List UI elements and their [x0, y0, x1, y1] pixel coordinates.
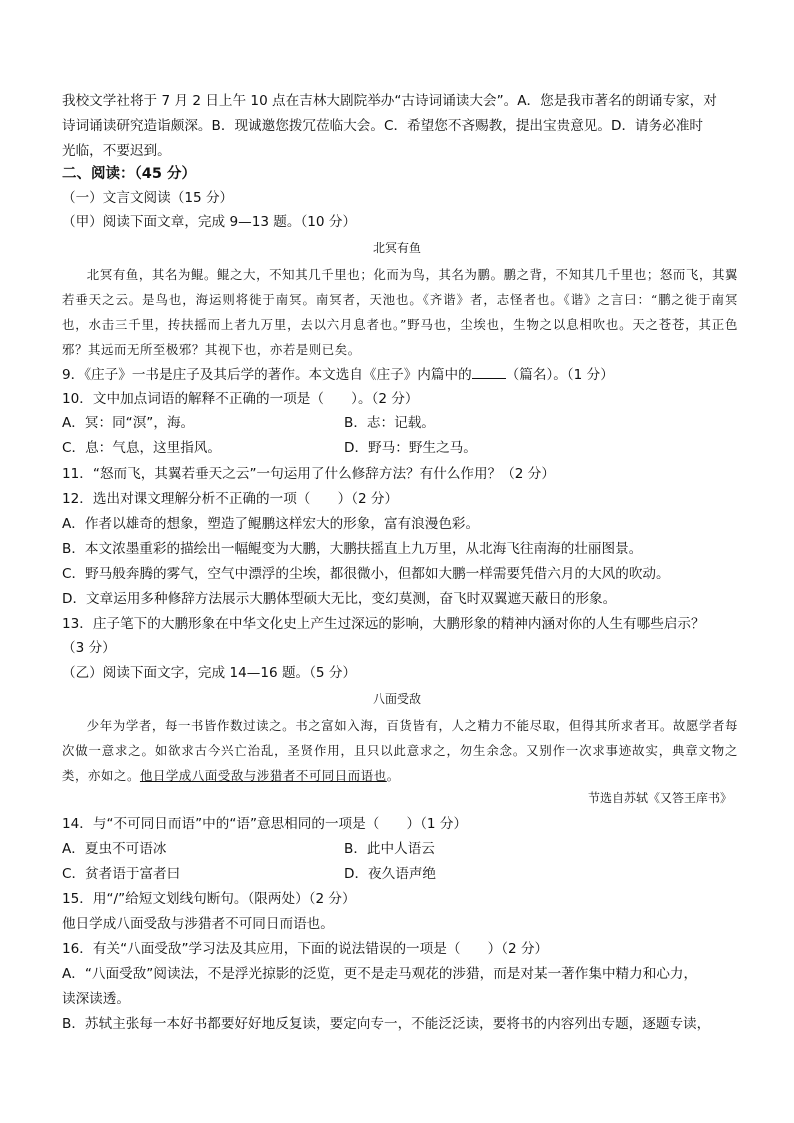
q10-option-b: B．志：记载。: [344, 415, 435, 431]
question-14: 14．与“不可同日而语”中的“语”意思相同的一项是（ ）（1 分）: [62, 816, 468, 832]
passage-title-beiming: 北冥有鱼: [372, 241, 421, 255]
section-title-reading: 二、阅读：（45 分）: [62, 166, 196, 182]
q12-option-c: C．野马般奔腾的雾气，空气中漂浮的尘埃，都很微小，但都如大鹏一样需要凭借六月的大风的吹动。: [62, 566, 670, 582]
q14-option-c: C．贫者语于富者曰: [62, 866, 181, 882]
q12-option-a: A．作者以雄奇的想象，塑造了鲲鹏这样宏大的形象，富有浪漫色彩。: [62, 516, 480, 532]
intro-line-3: 光临，不要迟到。: [62, 143, 171, 159]
answer-blank[interactable]: [472, 366, 506, 379]
question-15: 15．用“/”给短文划线句断句。（限两处）（2 分）: [62, 891, 356, 907]
q14-option-a: A．夏虫不可语冰: [62, 841, 167, 857]
q12-option-b: B．本文浓墨重彩的描绘出一幅鲲变为大鹏，大鹏扶摇直上九万里，从北海飞往南海的壮丽图景。: [62, 541, 643, 557]
passage-source: 节选自苏轼《又答王庠书》: [587, 791, 732, 805]
passage-bamian: [62, 713, 738, 788]
intro-line-2: 诗词诵读研究造诣颇深。B．现诚邀您拨冗莅临大会。C．希望您不吝赐教，提出宝贵意见。D．请务必准时: [62, 118, 704, 134]
q14-option-d: D．夜久语声绝: [344, 866, 437, 882]
question-15-sentence: 他日学成八面受敌与涉猎者不可同日而语也。: [62, 916, 334, 932]
passage-title-bamian: 八面受敌: [372, 692, 421, 706]
q12-option-d: D．文章运用多种修辞方法展示大鹏体型硕大无比，变幻莫测，奋飞时双翼遮天蔽日的形象。: [62, 591, 617, 607]
passage-bamian-end: 。: [386, 768, 400, 783]
q16-option-a-line2: 读深读透。: [62, 991, 130, 1007]
underlined-sentence: 他日学成八面受敌与涉猎者不可同日而语也: [139, 768, 387, 783]
passage-bamian-main: 少年为学者，每一书皆作数过读之。书之富如入海，百货皆有，人之精力不能尽取，但得其所求者耳。故愿学者每次做一意求之。如欲求古今兴亡治乱，圣贤作用，且只以此意求之，勿生余念。又别作一次求事迹故实，典章文物之类，亦如之。: [62, 718, 738, 783]
question-13: 13．庄子笔下的大鹏形象在中华文化史上产生过深远的影响，大鹏形象的精神内涵对你的人生有哪些启示？: [62, 616, 705, 632]
question-16: 16．有关“八面受敌”学习法及其应用，下面的说法错误的一项是（ ）（2 分）: [62, 941, 549, 957]
question-9-text: 9．《庄子》一书是庄子及其后学的著作。本文选自《庄子》内篇中的: [62, 367, 472, 383]
question-11: 11．“怒而飞，其翼若垂天之云”一句运用了什么修辞方法？有什么作用？（2 分）: [62, 466, 555, 482]
question-9: [62, 366, 742, 384]
question-12: 12．选出对课文理解分析不正确的一项（ ）（2 分）: [62, 491, 399, 507]
q16-option-a-line1: A．“八面受敌”阅读法，不是浮光掠影的泛览，更不是走马观花的涉猎，而是对某一著作集中精力和心力，: [62, 966, 698, 982]
question-9-tail: （篇名）。（1 分）: [505, 367, 614, 383]
q10-option-d: D．野马：野生之马。: [344, 440, 477, 456]
instruction-jia: （甲）阅读下面文章，完成 9—13 题。（10 分）: [62, 214, 357, 230]
q14-option-b: B．此中人语云: [344, 841, 435, 857]
question-13-score: （3 分）: [62, 640, 116, 656]
q16-option-b-line1: B．苏轼主张每一本好书都要好好地反复读，要定向专一，不能泛泛读，要将书的内容列出专题，逐题专读，: [62, 1016, 711, 1032]
q10-option-a: A．冥：同“溟”，海。: [62, 415, 195, 431]
passage-beiming: 北冥有鱼，其名为鲲。鲲之大，不知其几千里也；化而为鸟，其名为鹏。鹏之背，不知其几千里也；怒而飞，其翼若垂天之云。是鸟也，海运则将徙于南冥。南冥者，天池也。《齐谐》者，志怪者也。《谐》之言曰：“鹏之徙于南冥也，水击三千里，抟扶摇而上者九万里，去以六月息者也。”野马也，尘埃也，生物之以息相吹也。天之苍苍，其正色邪？其远而无所至极邪？其视下也，亦若是则已矣。: [62, 267, 738, 357]
q10-option-c: C．息：气息，这里指风。: [62, 440, 222, 456]
intro-line-1: 我校文学社将于 7 月 2 日上午 10 点在吉林大剧院举办“古诗词诵读大会”。A．您是我市著名的朗诵专家，对: [62, 93, 717, 109]
instruction-yi: （乙）阅读下面文字，完成 14—16 题。（5 分）: [62, 665, 357, 681]
question-10: 10．文中加点词语的解释不正确的一项是（ ）。（2 分）: [62, 391, 419, 407]
subsection-classical: （一）文言文阅读（15 分）: [62, 190, 234, 206]
